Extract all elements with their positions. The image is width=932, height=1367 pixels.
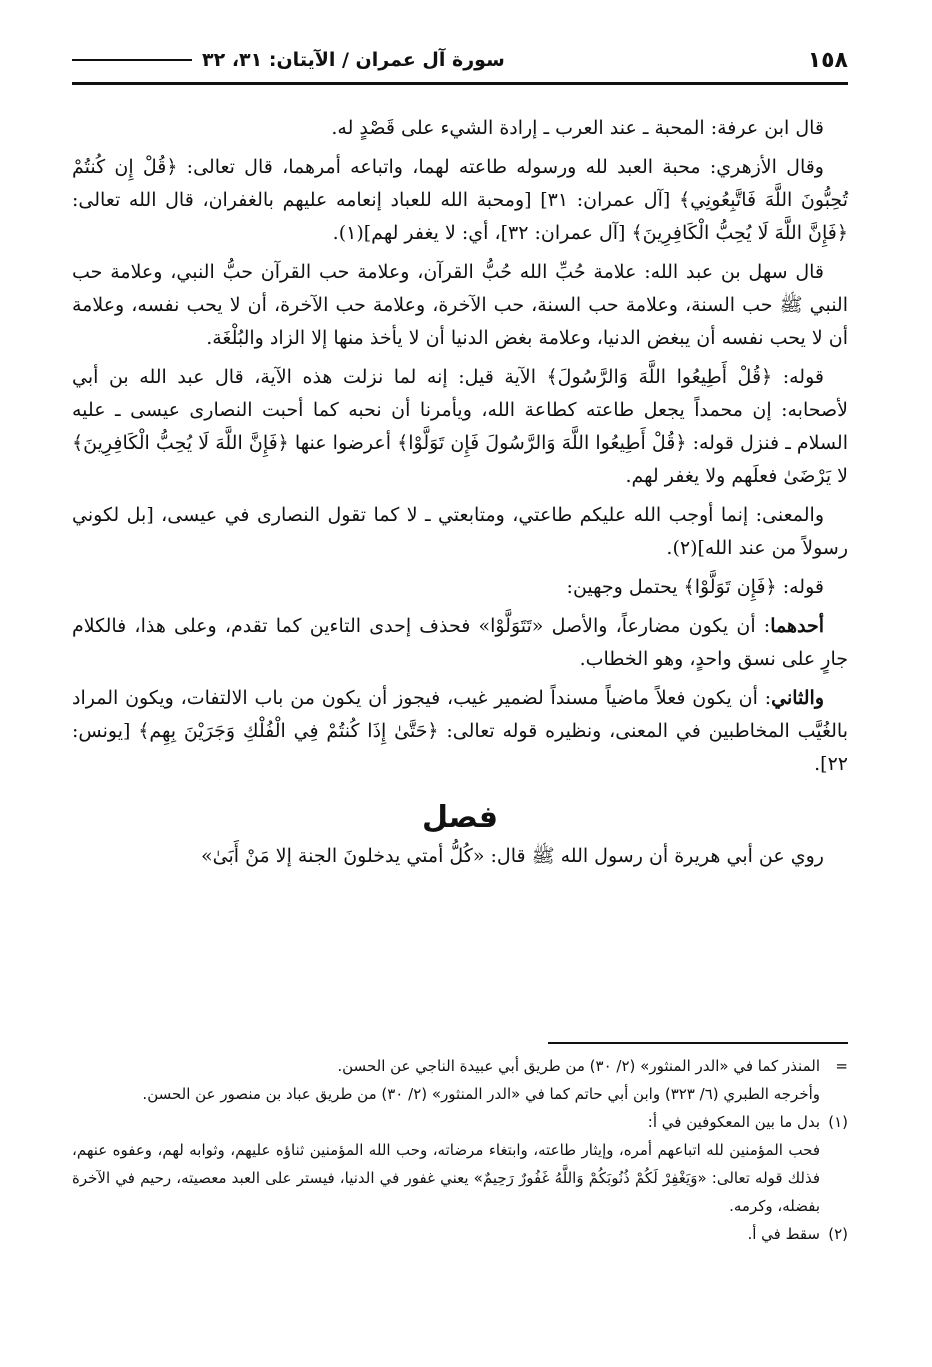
footnote-2-text: سقط في أ. [747, 1225, 820, 1243]
footnote-1-line1: بدل ما بين المعكوفين في أ: [647, 1113, 820, 1131]
paragraph-meaning: والمعنى: إنما أوجب الله عليكم طاعتي، ومتابعتي ـ لا كما تقول النصارى في عيسى، [بل لكوني رسولاً من عند الله](٢). [72, 504, 848, 559]
footnote-continuation-1 [72, 1052, 848, 1080]
page-header [72, 38, 848, 85]
continuation-1-text: المنذر كما في «الدر المنثور» (٢/ ٣٠) من طريق أبي عبيدة الناجي عن الحسن. [337, 1057, 820, 1075]
footnote-1 [72, 1108, 848, 1136]
page-number: ١٥٨ [807, 47, 848, 73]
second-view-label: والثاني [771, 687, 824, 709]
footnote-1-body: فحب المؤمنين لله اتباعهم أمره، وإيثار طاعته، وابتغاء مرضاته، وحب الله المؤمنين ثناؤه عليهم، وثوابه لهم، وعفوه عنهم، فذلك قوله تعالى: «وَيَغْفِرْ لَكُمْ ذُنُوبَكُمْ وَاللَّهُ غَفُورٌ رَحِيمٌ» يعني غفور في الدنيا، فيستر على العبد معصيته، رحيم في الآخرة بفضله، وكرمه. [72, 1141, 820, 1215]
running-title-wrap [72, 49, 505, 71]
paragraph-first-view [72, 610, 848, 676]
title-rule [72, 59, 192, 61]
first-view-label: أحدهما [770, 615, 824, 637]
paragraph-two-views: قوله: ﴿فَإِن تَوَلَّوْا﴾ يحتمل وجهين: [566, 576, 824, 598]
paragraph-verse-obey: قوله: ﴿قُلْ أَطِيعُوا اللَّهَ وَالرَّسُولَ﴾ الآية قيل: إنه لما نزلت هذه الآية، قال عبد الله بن أبي لأصحابه: إن محمداً يجعل طاعته كطاعة الله، ويأمرنا أن نحبه كما أحبت النصارى عيسى ـ عليه السلام ـ فنزل قوله: ﴿قُلْ أَطِيعُوا اللَّهَ وَالرَّسُولَ فَإِن تَوَلَّوْا﴾ أعرضوا عنها ﴿فَإِنَّ اللَّهَ لَا يُحِبُّ الْكَافِرِينَ﴾ لا يَرْضَىٰ فعلَهم ولا يغفر لهم. [72, 366, 848, 487]
footnote-continuation-2: وأخرجه الطبري (٦/ ٣٢٣) وابن أبي حاتم كما في «الدر المنثور» (٢/ ٣٠) من طريق عباد بن منصور عن الحسن. [142, 1085, 820, 1103]
paragraph-hadith: روي عن أبي هريرة أن رسول الله ﷺ قال: «كُلُّ أمتي يدخلونَ الجنة إلا مَنْ أَبَىٰ» [201, 845, 824, 867]
paragraph-second-view [72, 682, 848, 781]
continuation-mark: = [835, 1057, 848, 1075]
paragraph-sahl: قال سهل بن عبد الله: علامة حُبِّ الله حُبُّ القرآن، وعلامة حب القرآن حبُّ النبي، وعلامة حب النبي ﷺ حب السنة، وعلامة حب السنة، حب الآخرة، وعلامة حب الآخرة، أن لا يحب نفسه، وعلامة أن لا يحب نفسه أن يبغض الدنيا، وعلامة بغض الدنيا أن لا يأخذ منها إلا الزاد والبُلْغَة. [72, 261, 848, 349]
main-text [72, 112, 848, 879]
paragraph-azhari: وقال الأزهري: محبة العبد لله ورسوله طاعته لهما، واتباعه أمرهما، قال تعالى: ﴿قُلْ إِن كُنتُمْ تُحِبُّونَ اللَّهَ فَاتَّبِعُونِي﴾ [آل عمران: ٣١] [ومحبة الله للعباد إنعامه عليهم بالغفران، قال الله تعالى: ﴿فَإِنَّ اللَّهَ لَا يُحِبُّ الْكَافِرِينَ﴾ [آل عمران: ٣٢]، أي: لا يغفر لهم](١). [72, 156, 848, 244]
footnote-2 [72, 1220, 848, 1248]
footnote-2-mark: (٢) [828, 1225, 848, 1243]
first-view-text: : أن يكون مضارعاً، والأصل «تَتَوَلَّوْا» فحذف إحدى التاءين كما تقدم، وعلى هذا، فالكلام جارٍ على نسق واحدٍ، وهو الخطاب. [72, 615, 848, 670]
section-heading: فصل [422, 800, 498, 835]
footnote-rule [548, 1042, 848, 1044]
footnote-1-mark: (١) [828, 1113, 848, 1131]
running-title: سورة آل عمران / الآيتان: ٣١، ٣٢ [202, 49, 505, 71]
second-view-text: : أن يكون فعلاً ماضياً مسنداً لضمير غيب، فيجوز أن يكون من باب الالتفات، ويكون المراد بالغُيَّب المخاطبين في المعنى، ونظيره قوله تعالى: ﴿حَتَّىٰ إِذَا كُنتُمْ فِي الْفُلْكِ وَجَرَيْنَ بِهِم﴾ [يونس: ٢٢]. [72, 687, 848, 775]
footnotes [72, 1042, 848, 1248]
paragraph-ibn-arafa: قال ابن عرفة: المحبة ـ عند العرب ـ إرادة الشيء على قَصْدٍ له. [331, 117, 824, 139]
